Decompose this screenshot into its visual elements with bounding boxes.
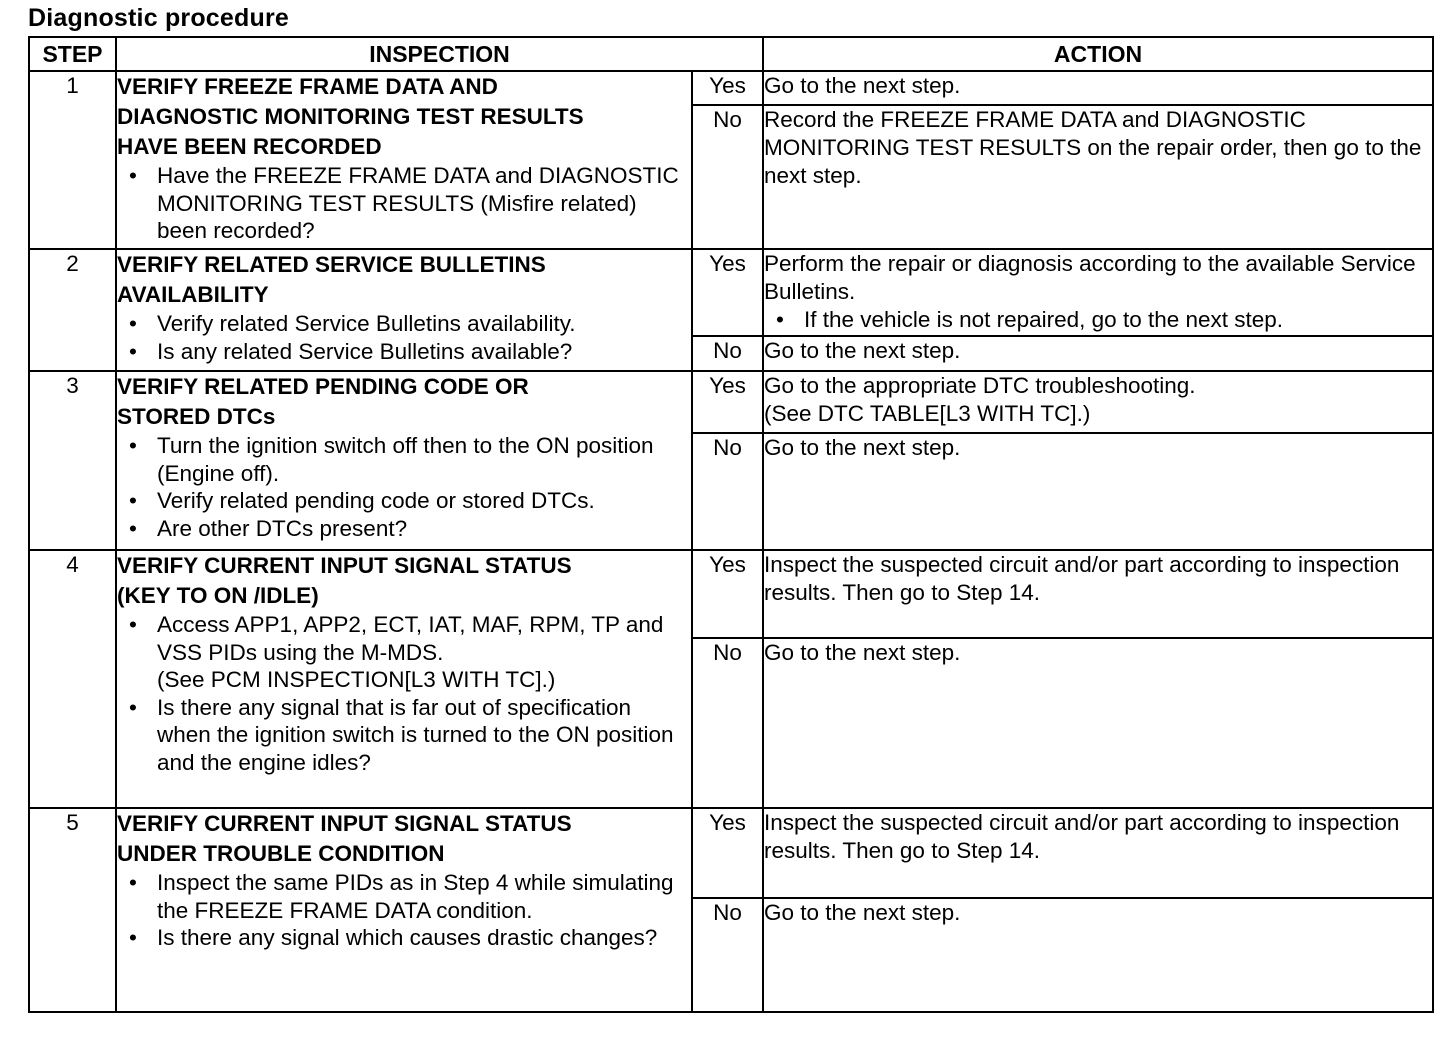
step-title [117,250,691,310]
step-1-yes-row [29,71,1433,105]
yes-action [763,249,1433,336]
action-note-list [764,306,1432,334]
step-3-yes-row [29,371,1433,433]
yes-label: Yes [692,71,763,105]
step-3-inspection [116,371,692,550]
check-item: • Is there any signal which causes drastic changes? [157,924,691,952]
no-label: No [692,105,763,249]
step-title-line: HAVE BEEN RECORDED [117,134,382,159]
check-item [157,611,691,694]
dtc-table-link[interactable]: (See DTC TABLE[L3 WITH TC].) [764,401,1091,426]
no-action: Go to the next step. [763,433,1433,550]
check-item: • Have the FREEZE FRAME DATA and DIAGNOSTIC MONITORING TEST RESULTS (Misfire related) been recorded? [157,162,691,245]
step-title-line: VERIFY FREEZE FRAME DATA AND [117,74,498,99]
step-4-inspection [116,550,692,808]
step-title-line: AVAILABILITY [117,282,269,307]
no-action: Go to the next step. [763,336,1433,371]
no-label: No [692,336,763,371]
step-title-line: VERIFY RELATED SERVICE BULLETINS [117,252,546,277]
yes-action: Inspect the suspected circuit and/or part according to inspection results. Then go to Step 14. [763,550,1433,638]
step-number: 5 [29,808,116,1012]
no-label: No [692,433,763,550]
no-action: Go to the next step. [763,638,1433,808]
check-item: • Is any related Service Bulletins available? [157,338,691,366]
check-item: • Turn the ignition switch off then to the ON position (Engine off). [157,432,691,487]
check-item-text: Access APP1, APP2, ECT, IAT, MAF, RPM, TP and VSS PIDs using the M-MDS. [157,612,664,665]
header-action: ACTION [763,37,1433,71]
no-label: No [692,638,763,808]
yes-action: Go to the next step. [763,71,1433,105]
check-item: • Is there any signal that is far out of specification when the ignition switch is turned to the ON position and the engine idles? [157,694,691,777]
check-list [117,432,691,542]
yes-action: Inspect the suspected circuit and/or part according to inspection results. Then go to Step 14. [763,808,1433,898]
step-title [117,551,691,611]
no-label: No [692,898,763,1012]
yes-action [763,371,1433,433]
yes-label: Yes [692,550,763,638]
step-title-line: UNDER TROUBLE CONDITION [117,841,445,866]
table-header-row [29,37,1433,71]
step-title-line: VERIFY CURRENT INPUT SIGNAL STATUS [117,553,572,578]
check-list [117,611,691,776]
step-title-line: VERIFY CURRENT INPUT SIGNAL STATUS [117,811,572,836]
yes-label: Yes [692,249,763,336]
page-title: Diagnostic procedure [28,4,289,32]
check-item: • Inspect the same PIDs as in Step 4 while simulating the FREEZE FRAME DATA condition. [157,869,691,924]
yes-label: Yes [692,371,763,433]
step-2-inspection [116,249,692,371]
step-5-inspection [116,808,692,1012]
step-4-yes-row [29,550,1433,638]
yes-action-text: Perform the repair or diagnosis according to the available Service Bulletins. [764,251,1416,304]
step-title [117,72,691,162]
step-title-line: VERIFY RELATED PENDING CODE OR [117,374,529,399]
diagnostic-procedure-table [28,36,1434,1013]
header-inspection: INSPECTION [116,37,763,71]
no-action: Record the FREEZE FRAME DATA and DIAGNOSTIC MONITORING TEST RESULTS on the repair order, then go to the next step. [763,105,1433,249]
pcm-inspection-link[interactable]: (See PCM INSPECTION[L3 WITH TC].) [157,667,556,692]
step-title [117,809,691,869]
header-step: STEP [29,37,116,71]
step-number: 2 [29,249,116,371]
check-list [117,310,691,365]
step-title-line: (KEY TO ON /IDLE) [117,583,319,608]
step-number: 1 [29,71,116,249]
no-action: Go to the next step. [763,898,1433,1012]
step-number: 3 [29,371,116,550]
check-item: • Are other DTCs present? [157,515,691,543]
yes-label: Yes [692,808,763,898]
check-list [117,162,691,245]
step-title [117,372,691,432]
step-2-yes-row [29,249,1433,336]
step-number: 4 [29,550,116,808]
step-title-line: STORED DTCs [117,404,276,429]
check-list [117,869,691,952]
check-item: • Verify related pending code or stored DTCs. [157,487,691,515]
check-item: • Verify related Service Bulletins availability. [157,310,691,338]
action-note: • If the vehicle is not repaired, go to the next step. [804,306,1432,334]
yes-action-text: Go to the appropriate DTC troubleshooting. [764,373,1196,398]
step-title-line: DIAGNOSTIC MONITORING TEST RESULTS [117,104,584,129]
step-1-inspection [116,71,692,249]
step-5-yes-row [29,808,1433,898]
